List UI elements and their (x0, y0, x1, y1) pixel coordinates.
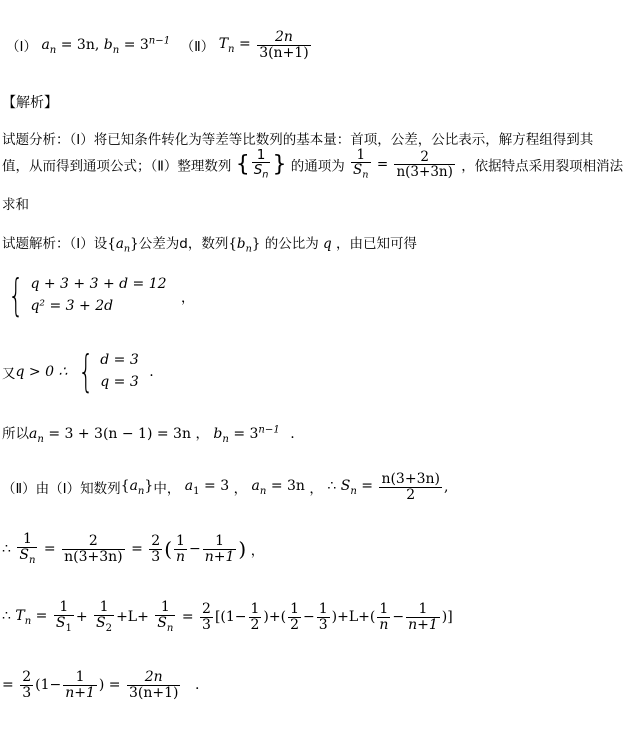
section-header: 【解析】 (2, 95, 58, 111)
result-line: 所以$a_n = 3 + 3(n - 1) = 3n$ ， $b_n = 3^{n-1}$ . (2, 424, 295, 445)
analysis-line-3: 求和 (2, 197, 29, 213)
analysis-line-2: 值，从而得到通项公式；（Ⅱ）整理数列 { $\frac{1}{S_n}$ } 的通项为 $\frac{1}{S_n}$ = $\frac{2}{n(3+3n)}$ ，依据特点采用裂项相消法 (2, 147, 624, 181)
tn-fraction: $\frac{2n}{3(n+1)}$ (259, 29, 309, 61)
final-line: = $\frac{2}{3}$ (1− $\frac{1}{n+1}$ ) = $\frac{2n}{3(n+1)}$ . (2, 669, 200, 701)
an-formula: = 3n (60, 36, 95, 53)
answer-line: （Ⅰ） $a_n = 3n$, $b_n = 3^{n-1}$ （Ⅱ） $T_n$ = $\frac{2n}{3(n+1)}$ (6, 29, 309, 61)
reciprocal-line: ∴ $\frac{1}{S_n}$ = $\frac{2}{n(3+3n)}$ = $\frac{2}{3}$ ( $\frac{1}{n}$ − $\frac{1}{n+1}$ ) ， (2, 531, 265, 566)
solution-intro: 试题解析：（Ⅰ）设$\{a_n\}$公差为d，数列$\{b_n\}$ 的公比为 q ，由已知可得 (2, 236, 417, 255)
part2-line: （Ⅱ）由（Ⅰ）知数列$\{a_n\}$中， $a_1 = 3$ ， $a_n = 3n$ ， ∴ $S_n$ = $\frac{n(3+3n)}{2}$ , (2, 471, 449, 503)
equation-system-1: { q + 3 + 3 + d = 12 q² = 3 + 2d ， (8, 270, 195, 321)
condition-line: 又q > 0 ∴ { d = 3 q = 3 . (2, 346, 154, 397)
analysis-line-1: 试题分析：（Ⅰ）将已知条件转化为等差等比数列的基本量：首项，公差，公比表示，解方程组得到其 (2, 132, 594, 148)
tn-sum-line: ∴ $T_n$ = $\frac{1}{S_1}$ + $\frac{1}{S_2}$ +L+ $\frac{1}{S_n}$ = $\frac{2}{3}$ [(1− $\frac{1}{2}$ )+( $\frac{1}{2}$ − $\frac{1}{3}$ )+L+( $\frac{1}{n}$ − $\frac{1}{n+1}$ )] (2, 599, 453, 634)
part2-label: （Ⅱ） (180, 39, 215, 56)
part1-label: （Ⅰ） (6, 39, 37, 56)
bn-formula: = 3 (123, 36, 149, 53)
